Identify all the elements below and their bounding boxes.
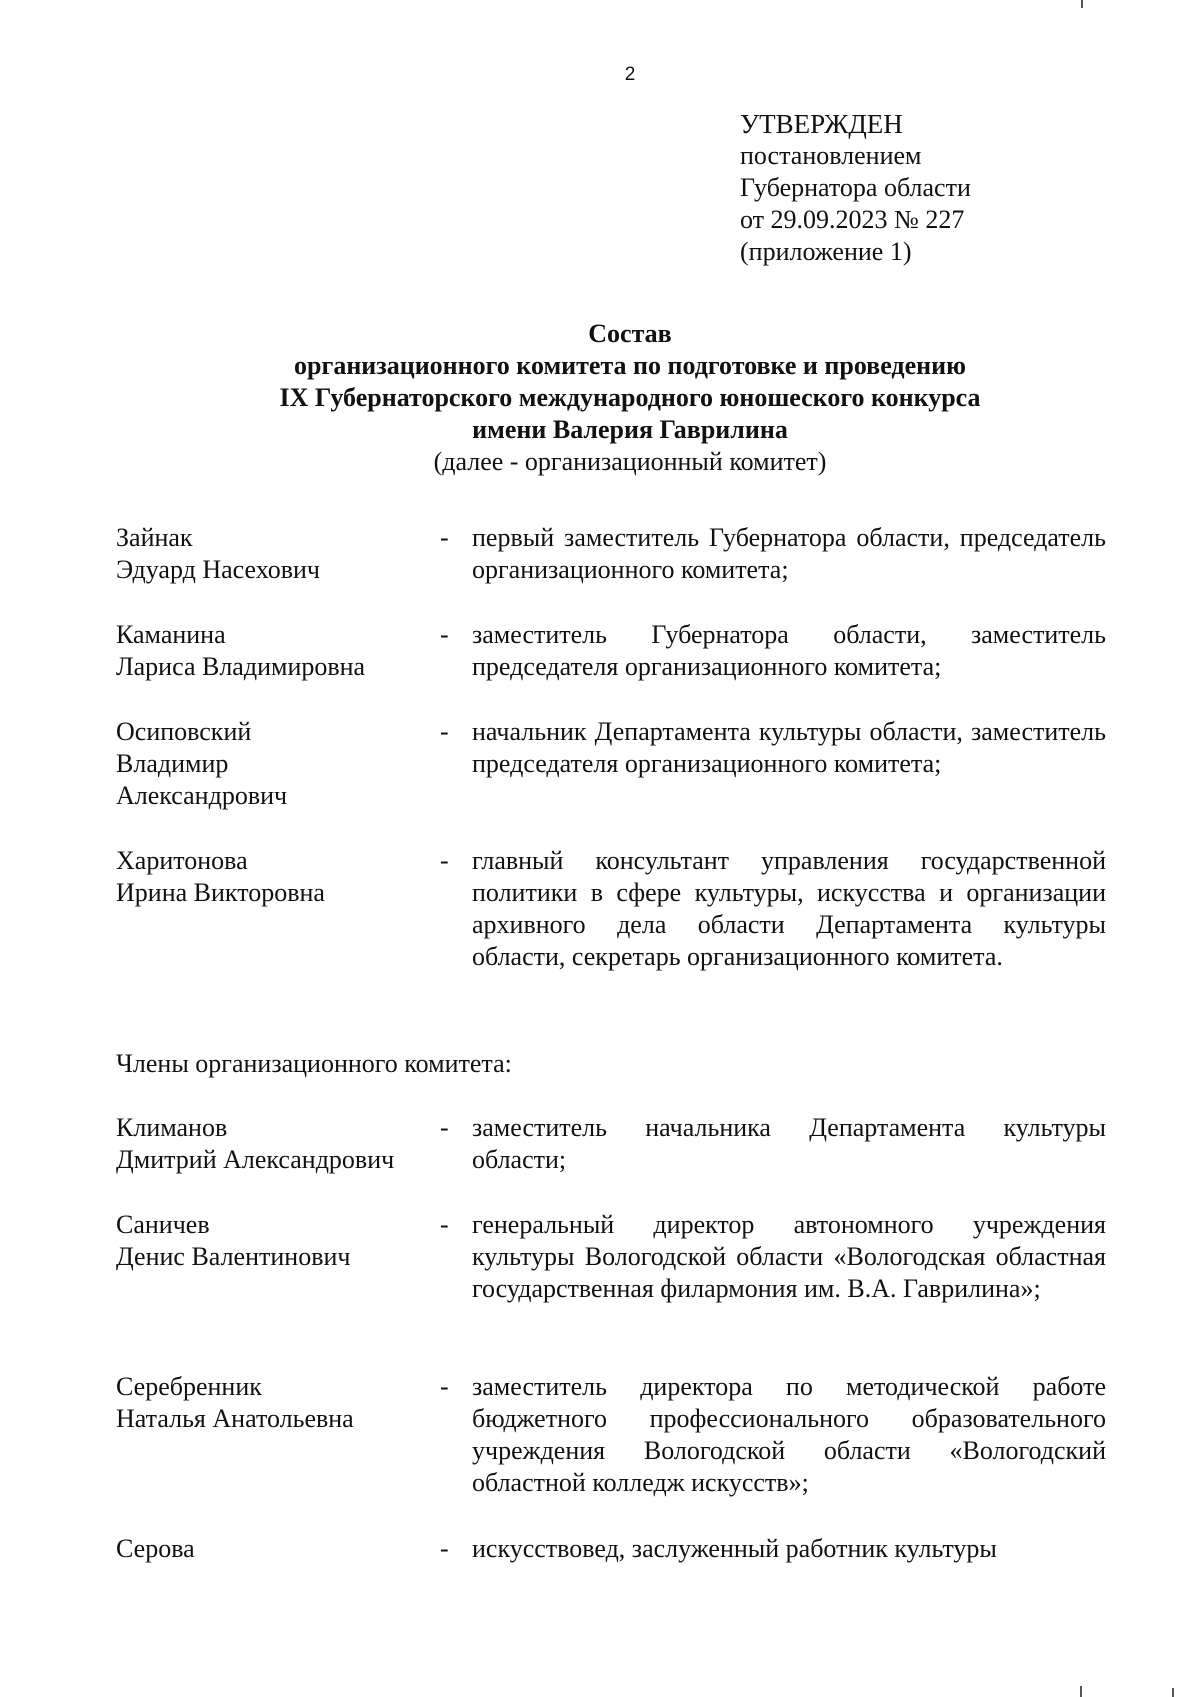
person-role: заместитель начальника Департамента культуры области;	[472, 1113, 1106, 1174]
approval-line-1: постановлением	[740, 141, 922, 170]
heading-line-2: организационного комитета по подготовке и проведению	[294, 351, 966, 380]
approval-status: УТВЕРЖДЕН	[740, 109, 903, 139]
dash-separator: -	[440, 523, 449, 552]
person-given-name: Ирина Викторовна	[116, 878, 325, 907]
dash-separator: -	[440, 1372, 449, 1401]
person-name	[116, 1371, 426, 1435]
heading-line-3: IX Губернаторского международного юношеского конкурса	[279, 383, 981, 412]
scan-artifact	[1081, 0, 1083, 8]
heading-title: Состав	[588, 319, 672, 348]
approval-block	[740, 108, 971, 268]
person-role: первый заместитель Губернатора области, председатель организационного комитета;	[472, 523, 1106, 584]
members-header: Члены организационного комитета:	[116, 1049, 512, 1078]
dash-separator: -	[440, 717, 449, 746]
scan-artifact	[1080, 1686, 1082, 1697]
scan-artifact	[1172, 1688, 1174, 1697]
person-role: заместитель Губернатора области, заместитель председателя организационного комитета;	[472, 620, 1106, 681]
dash-separator: -	[440, 1534, 449, 1563]
approval-line-4: (приложение 1)	[740, 237, 912, 266]
person-name	[116, 619, 426, 683]
approval-line-3: от 29.09.2023 № 227	[740, 205, 965, 234]
person-given-name: Наталья Анатольевна	[116, 1404, 354, 1433]
person-role: заместитель директора по методической работе бюджетного профессионального образовательного учреждения Вологодской области «Вологодский областной колледж искусств»;	[472, 1372, 1106, 1497]
person-name	[116, 1112, 426, 1176]
person-given-name: Дмитрий Александрович	[116, 1145, 395, 1174]
person-name	[116, 1533, 426, 1565]
person-role: главный консультант управления государственной политики в сфере культуры, искусства и организации архивного дела области Департамента культуры области, секретарь организационного комитета.	[472, 846, 1106, 971]
person-role: искусствовед, заслуженный работник культуры	[472, 1534, 997, 1563]
person-name	[116, 845, 426, 909]
dash-separator: -	[440, 620, 449, 649]
person-role: начальник Департамента культуры области, заместитель председателя организационного комитета;	[472, 717, 1106, 778]
person-patronymic: Александрович	[116, 781, 288, 810]
person-given-name: Денис Валентинович	[116, 1242, 351, 1271]
person-surname: Серебренник	[116, 1372, 262, 1401]
dash-separator: -	[440, 1210, 449, 1239]
person-surname: Саничев	[116, 1210, 210, 1239]
dash-separator: -	[440, 846, 449, 875]
person-given-name: Лариса Владимировна	[116, 652, 366, 681]
person-surname: Зайнак	[116, 523, 193, 552]
document-heading	[0, 318, 1200, 478]
dash-separator: -	[440, 1113, 449, 1142]
heading-line-4: имени Валерия Гаврилина	[472, 415, 788, 444]
page-number: 2	[624, 64, 636, 85]
person-surname: Осиповский	[116, 717, 252, 746]
person-surname: Харитонова	[116, 846, 248, 875]
person-surname: Серова	[116, 1534, 195, 1563]
person-given-name: Владимир	[116, 749, 229, 778]
approval-line-2: Губернатора области	[740, 173, 971, 202]
person-role: генеральный директор автономного учреждения культуры Вологодской области «Вологодская областная государственная филармония им. В.А. Гаврилина»;	[472, 1210, 1106, 1303]
person-name	[116, 522, 426, 586]
person-given-name: Эдуард Насехович	[116, 555, 320, 584]
heading-note: (далее - организационный комитет)	[433, 447, 827, 476]
person-surname: Каманина	[116, 620, 226, 649]
person-name	[116, 1209, 426, 1273]
person-surname: Климанов	[116, 1113, 228, 1142]
person-name	[116, 716, 426, 812]
